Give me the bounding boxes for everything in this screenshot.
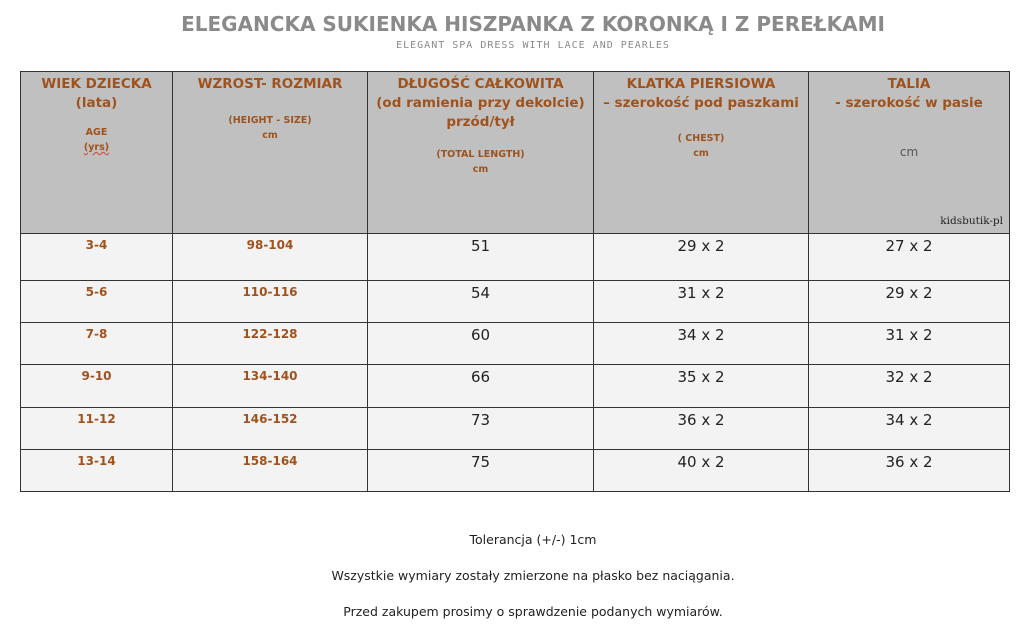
cell-chest: 35 x 2 — [677, 368, 725, 386]
cell-length: 73 — [470, 411, 491, 429]
header-chest-desc: – szerokość pod paszkami — [603, 95, 799, 111]
header-length — [368, 72, 594, 234]
note-check-before-purchase: Przed zakupem prosimy o sprawdzenie podanych wymiarów. — [343, 604, 723, 619]
header-waist-title: TALIA — [887, 76, 931, 92]
cell-chest: 36 x 2 — [677, 411, 725, 429]
cell-height: 98-104 — [246, 238, 294, 252]
cell-chest: 34 x 2 — [677, 326, 725, 344]
header-waist-desc: - szerokość w pasie — [835, 95, 983, 111]
cell-length: 66 — [470, 368, 491, 386]
header-age — [21, 72, 173, 234]
table-row — [21, 281, 1010, 323]
note-flat-measurement: Wszystkie wymiary zostały zmierzone na płasko bez naciągania. — [331, 568, 735, 583]
cell-age: 9-10 — [81, 369, 112, 383]
cell-age: 13-14 — [77, 454, 116, 468]
header-height-unit: cm — [262, 130, 278, 141]
table-row — [21, 365, 1010, 408]
cell-waist: 31 x 2 — [885, 326, 933, 344]
cell-height: 158-164 — [242, 454, 298, 468]
cell-chest: 31 x 2 — [677, 284, 725, 302]
cell-length: 60 — [470, 326, 491, 344]
table-row — [21, 234, 1010, 281]
cell-age: 7-8 — [85, 327, 108, 341]
header-age-en-unit-wrap — [21, 140, 172, 155]
header-waist — [809, 72, 1010, 234]
header-age-en-unit: (yrs) — [83, 142, 110, 153]
cell-length: 54 — [470, 284, 491, 302]
cell-height: 146-152 — [242, 412, 298, 426]
header-chest-unit: cm — [693, 148, 709, 159]
header-length-en: (TOTAL LENGTH) — [436, 149, 525, 160]
cell-age: 5-6 — [85, 285, 108, 299]
cell-height: 122-128 — [242, 327, 298, 341]
cell-chest: 40 x 2 — [677, 453, 725, 471]
header-waist-unit: cm — [899, 145, 919, 159]
size-table — [20, 71, 1010, 492]
header-chest-title: KLATKA PIERSIOWA — [626, 76, 776, 92]
cell-waist: 29 x 2 — [885, 284, 933, 302]
table-row — [21, 323, 1010, 365]
cell-age: 11-12 — [77, 412, 116, 426]
cell-waist: 32 x 2 — [885, 368, 933, 386]
cell-length: 51 — [470, 237, 491, 255]
page-title: ELEGANCKA SUKIENKA HISZPANKA Z KORONKĄ I Z PEREŁKAMI — [181, 12, 885, 36]
header-length-unit: cm — [472, 164, 489, 175]
cell-height: 110-116 — [242, 285, 298, 299]
note-tolerance: Tolerancja (+/-) 1cm — [469, 532, 597, 547]
header-height-en: (HEIGHT - SIZE) — [228, 115, 312, 126]
header-length-title: DŁUGOŚĆ CAŁKOWITA — [397, 76, 564, 92]
header-age-en: AGE — [85, 127, 108, 138]
header-length-desc2: przód/tył — [446, 114, 515, 130]
header-length-desc: (od ramienia przy dekolcie) — [376, 95, 585, 111]
table-row — [21, 450, 1010, 492]
page-subtitle: ELEGANT SPA DRESS WITH LACE AND PEARLES — [396, 40, 670, 51]
table-row — [21, 408, 1010, 450]
header-chest-en: ( CHEST) — [677, 133, 725, 144]
cell-chest: 29 x 2 — [677, 237, 725, 255]
header-age-title: WIEK DZIECKA — [41, 76, 152, 92]
header-height-title: WZROST- ROZMIAR — [197, 76, 343, 92]
brand-watermark: kidsbutik-pl — [940, 215, 1003, 227]
table-header-row — [21, 72, 1010, 234]
cell-waist: 34 x 2 — [885, 411, 933, 429]
header-age-unit: (lata) — [75, 95, 118, 111]
cell-waist: 27 x 2 — [885, 237, 933, 255]
header-height — [173, 72, 368, 234]
cell-age: 3-4 — [85, 238, 108, 252]
cell-waist: 36 x 2 — [885, 453, 933, 471]
cell-height: 134-140 — [242, 369, 298, 383]
header-chest — [594, 72, 809, 234]
cell-length: 75 — [470, 453, 491, 471]
